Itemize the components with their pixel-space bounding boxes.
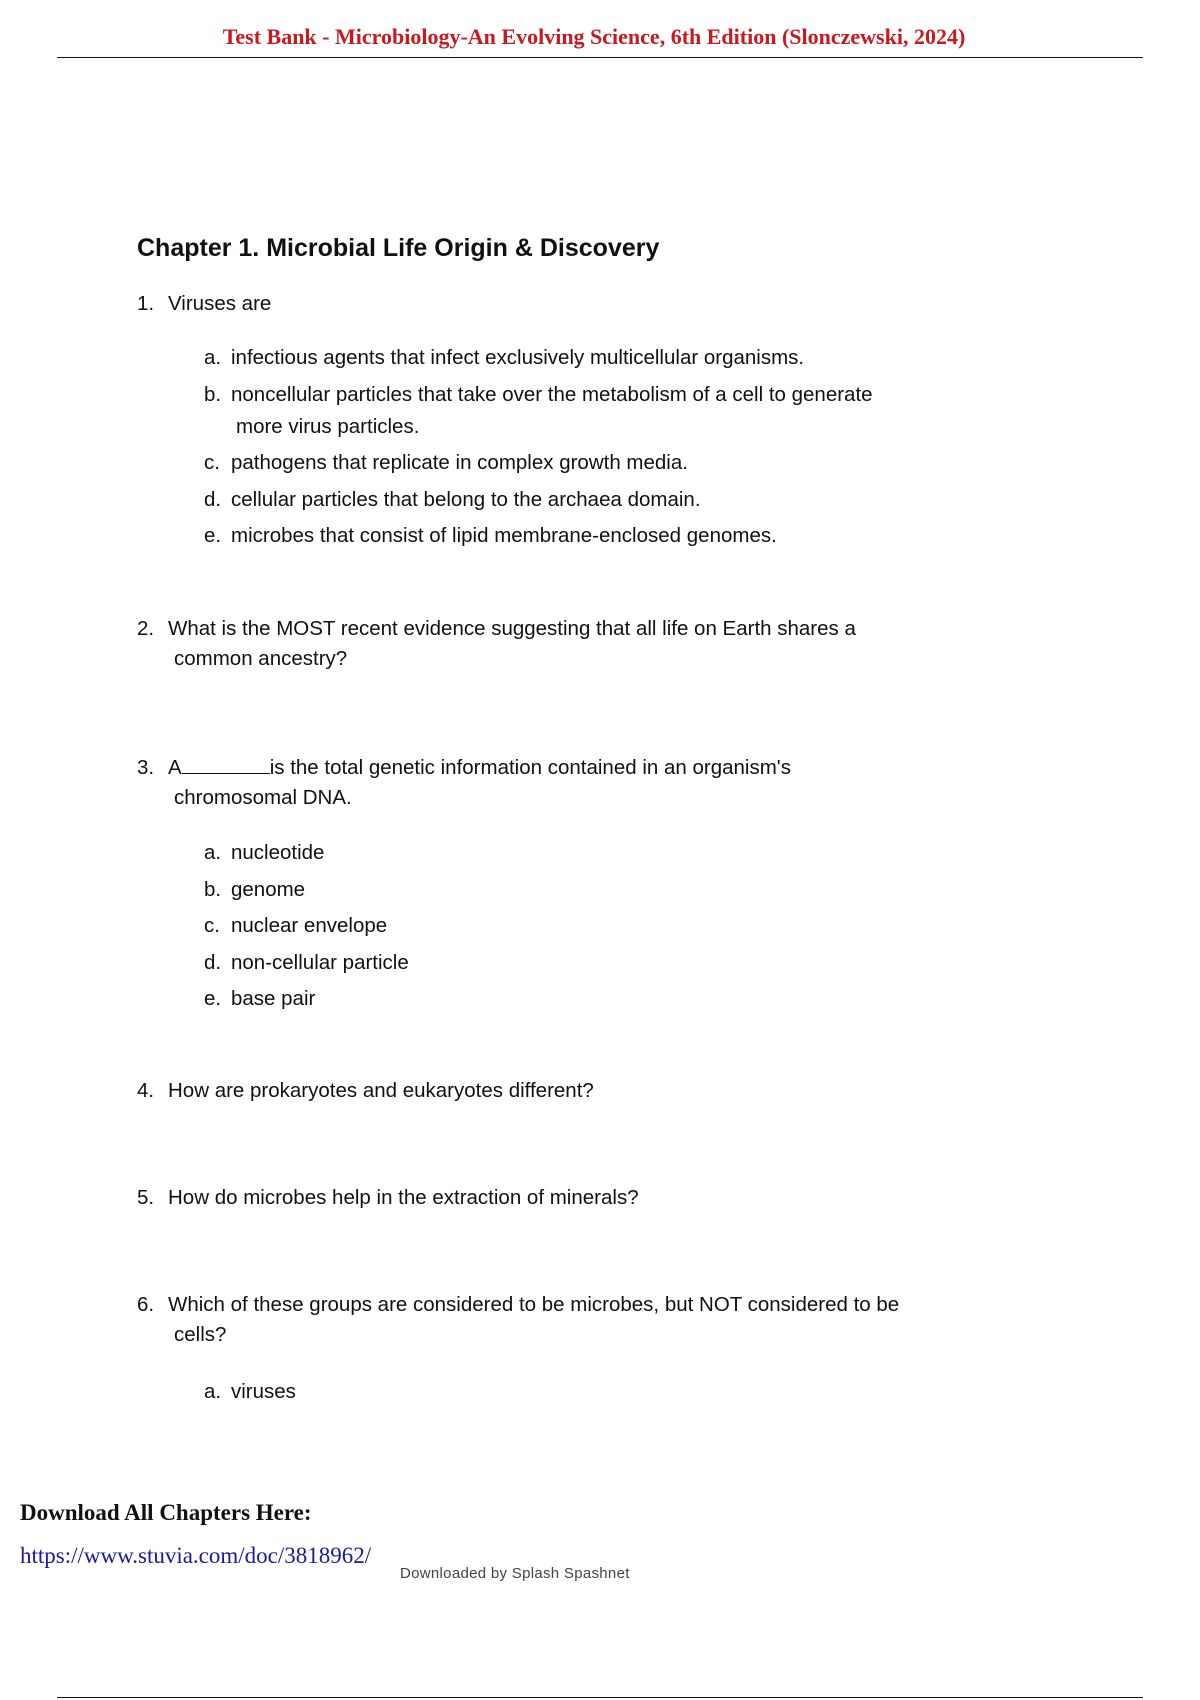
option-text: nuclear envelope xyxy=(231,914,388,937)
answer-option xyxy=(204,983,964,1015)
option-text: non-cellular particle xyxy=(231,950,409,974)
answer-option xyxy=(204,910,964,942)
answer-option xyxy=(204,379,964,443)
answer-option xyxy=(204,484,964,516)
option-text: pathogens that replicate in complex growth media. xyxy=(231,451,688,474)
answer-option xyxy=(204,520,964,552)
option-text: genome xyxy=(231,877,306,901)
question-number: 2. xyxy=(137,617,155,640)
option-text: infectious agents that infect exclusively multicellular organisms. xyxy=(231,346,805,369)
option-text: base pair xyxy=(231,987,316,1010)
download-label: Download All Chapters Here: xyxy=(20,1500,312,1525)
option-letter: a. xyxy=(204,841,222,864)
question-3-options xyxy=(204,837,964,1020)
question-1-options xyxy=(204,342,964,557)
option-letter: e. xyxy=(204,524,222,547)
option-letter: e. xyxy=(204,987,222,1010)
option-text-continued: more virus particles. xyxy=(236,414,420,438)
question-text: Which of these groups are considered to be microbes, but NOT considered to be xyxy=(168,1293,900,1316)
question-text-continued: common ancestry? xyxy=(174,647,348,670)
option-text: cellular particles that belong to the archaea domain. xyxy=(231,487,701,511)
option-letter: c. xyxy=(204,914,220,937)
footer-rule xyxy=(57,1697,1143,1698)
question-number: 3. xyxy=(137,756,155,779)
document-header-title: Test Bank - Microbiology-An Evolving Science, 6th Edition (Slonczewski, 2024) xyxy=(222,24,966,49)
question-text-continued: cells? xyxy=(174,1323,227,1346)
answer-option xyxy=(204,447,964,479)
answer-option xyxy=(204,837,964,869)
download-link[interactable]: https://www.stuvia.com/doc/3818962/ xyxy=(20,1543,372,1568)
option-letter: a. xyxy=(204,346,222,369)
question-number: 5. xyxy=(137,1186,155,1209)
question-4 xyxy=(137,1076,997,1106)
question-text: How are prokaryotes and eukaryotes different? xyxy=(168,1079,594,1102)
option-text: nucleotide xyxy=(231,841,325,864)
question-3 xyxy=(137,753,997,813)
fill-in-blank xyxy=(182,755,270,774)
question-number: 6. xyxy=(137,1293,155,1316)
question-6-options xyxy=(204,1376,964,1413)
option-text: noncellular particles that take over the metabolism of a cell to generate xyxy=(231,382,873,406)
question-text: What is the MOST recent evidence suggesting that all life on Earth shares a xyxy=(168,617,856,640)
question-2 xyxy=(137,614,997,674)
option-letter: c. xyxy=(204,451,220,474)
question-number: 4. xyxy=(137,1079,155,1102)
option-text: viruses xyxy=(231,1380,296,1403)
question-text-continued: chromosomal DNA. xyxy=(174,786,352,809)
question-text: A xyxy=(168,756,182,779)
chapter-title: Chapter 1. Microbial Life Origin & Discovery xyxy=(137,234,660,262)
question-1 xyxy=(137,289,997,319)
option-text: microbes that consist of lipid membrane-enclosed genomes. xyxy=(231,524,777,547)
option-letter: a. xyxy=(204,1380,222,1403)
question-number: 1. xyxy=(137,292,155,315)
answer-option xyxy=(204,342,964,374)
answer-option xyxy=(204,874,964,906)
option-letter: d. xyxy=(204,950,222,974)
option-letter: d. xyxy=(204,487,222,511)
question-text: Viruses are xyxy=(168,292,272,315)
header-rule xyxy=(57,57,1143,58)
answer-option xyxy=(204,947,964,979)
question-6 xyxy=(137,1290,997,1350)
question-text: is the total genetic information contained in an organism's xyxy=(269,756,791,779)
question-5 xyxy=(137,1183,997,1213)
answer-option xyxy=(204,1376,964,1408)
downloaded-by-watermark: Downloaded by Splash Spashnet xyxy=(400,1565,630,1582)
question-text: How do microbes help in the extraction of minerals? xyxy=(168,1186,639,1209)
option-letter: b. xyxy=(204,877,222,901)
option-letter: b. xyxy=(204,382,222,406)
